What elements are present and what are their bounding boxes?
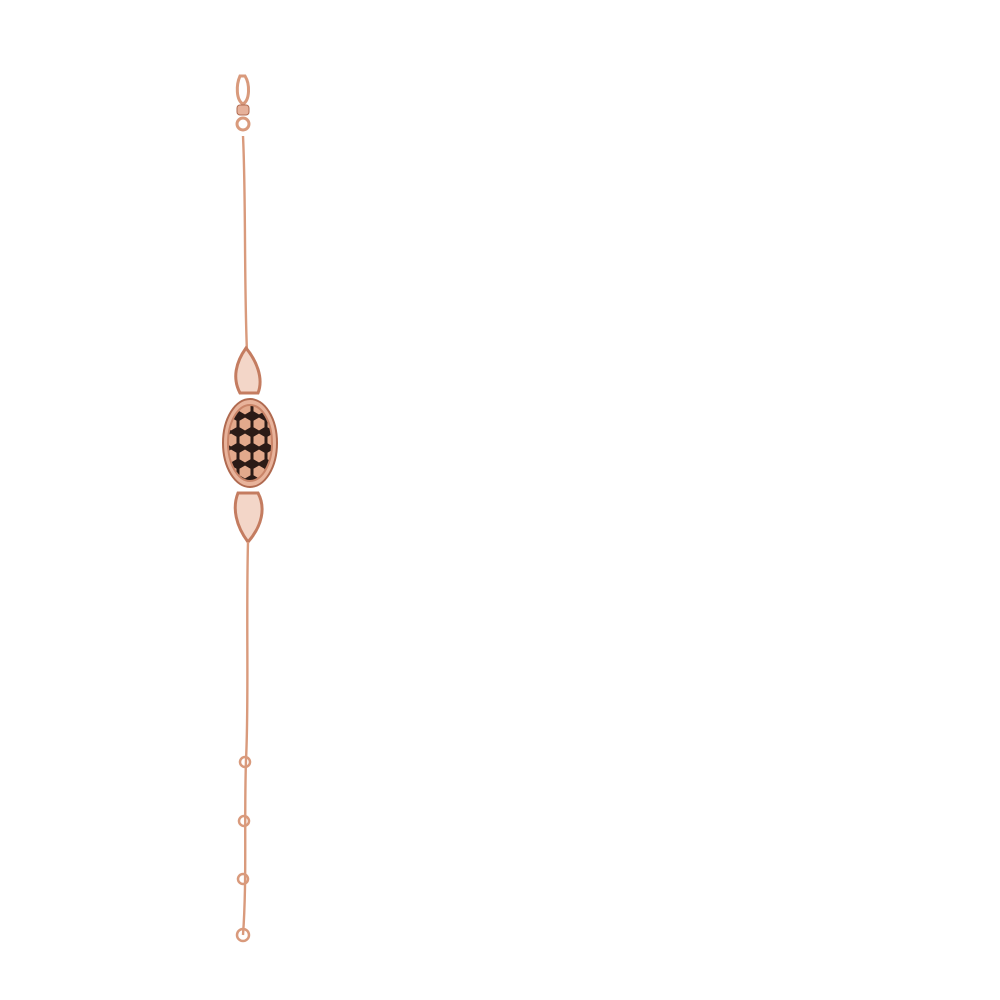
oval-centerpiece [223, 399, 277, 487]
clasp [237, 76, 249, 130]
upper-chain [243, 136, 247, 352]
upper-link [236, 348, 260, 393]
lower-link [235, 493, 262, 542]
